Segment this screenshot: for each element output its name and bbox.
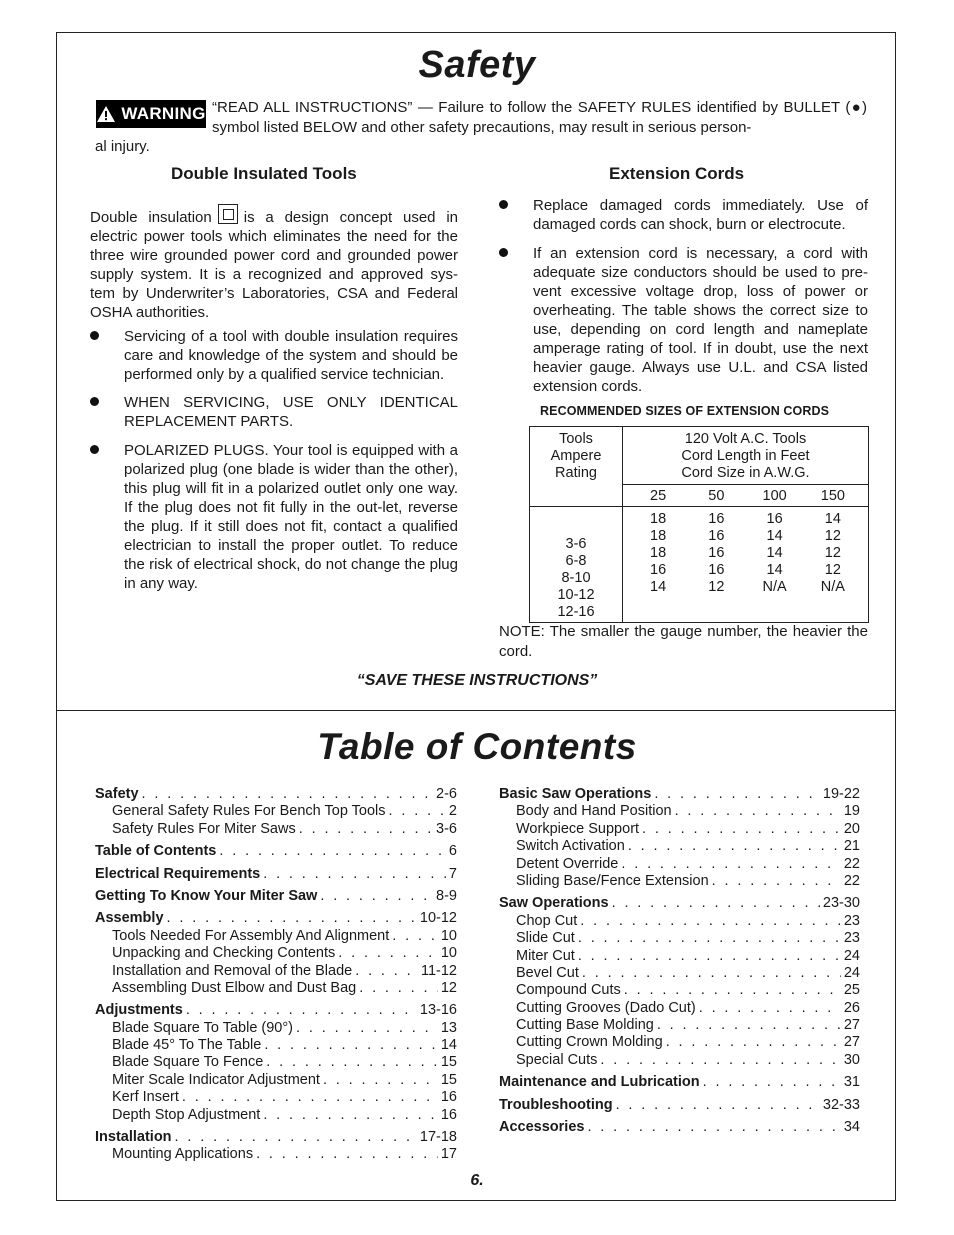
toc-entry-label: Getting To Know Your Miter Saw	[95, 887, 318, 904]
double-insulation-intro	[90, 204, 458, 322]
toc-dot-leader	[628, 838, 841, 855]
toc-entry[interactable]	[499, 856, 860, 873]
gauge-value: 16	[650, 562, 667, 578]
amp-values	[530, 507, 623, 623]
toc-entry[interactable]	[499, 1000, 860, 1017]
toc-entry-label: Blade 45° To The Table	[112, 1037, 262, 1054]
toc-entry[interactable]	[499, 913, 860, 930]
toc-entry-label: Mounting Applications	[112, 1146, 254, 1163]
toc-entry[interactable]	[95, 786, 457, 803]
toc-dot-leader	[654, 786, 820, 803]
toc-entry[interactable]	[499, 873, 860, 890]
toc-entry-page: 10-12	[419, 910, 457, 927]
toc-entry[interactable]	[499, 1052, 860, 1069]
toc-entry[interactable]	[95, 945, 457, 962]
toc-entry-label: Blade Square To Fence	[112, 1054, 264, 1071]
toc-dot-leader	[657, 1017, 841, 1034]
gauge-value: 16	[708, 562, 725, 578]
toc-entry-page: 22	[843, 872, 860, 889]
toc-entry-label: Switch Activation	[516, 838, 625, 855]
extension-cords-bullet-2: If an extension cord is necessary, a cord with adequate size conductors should be used to pre-vent excessive voltage drop, loss of power or overheating. The table shows the correct size to use, depending on cord length and nameplate amperage rating of tool. If in doubt, use the next heavier gauge. Always use U.L. and CSA listed extension cords.	[533, 245, 868, 395]
bullet-icon	[90, 445, 99, 454]
toc-entry-label: Bevel Cut	[516, 964, 579, 981]
amp-header-line: Rating	[555, 465, 597, 481]
toc-entry[interactable]	[95, 803, 457, 820]
toc-dot-leader	[600, 1052, 840, 1069]
toc-entry[interactable]	[499, 1119, 860, 1136]
toc-entry-label: Miter Scale Indicator Adjustment	[112, 1071, 320, 1088]
toc-entry-page: 23-30	[822, 895, 860, 912]
toc-entry[interactable]	[499, 786, 860, 803]
gauge-value: N/A	[762, 579, 787, 595]
amp-value: 8-10	[561, 570, 591, 586]
double-insulated-heading: Double Insulated Tools	[171, 164, 357, 183]
toc-entry-page: 32-33	[822, 1096, 860, 1113]
toc-entry-label: Troubleshooting	[499, 1096, 613, 1113]
toc-entry[interactable]	[499, 895, 860, 912]
save-instructions: “SAVE THESE INSTRUCTIONS”	[356, 672, 598, 689]
gauge-value: N/A	[820, 579, 845, 595]
cord-header-line: Cord Length in Feet	[681, 448, 810, 464]
toc-dot-leader	[582, 965, 841, 982]
length-header: 100	[762, 488, 787, 504]
toc-entry[interactable]	[499, 1034, 860, 1051]
toc-entry-page: 17	[440, 1146, 457, 1163]
cord-header-line: Cord Size in A.W.G.	[681, 465, 810, 481]
toc-entry-page: 11-12	[420, 962, 457, 979]
toc-entry-label: General Safety Rules For Bench Top Tools	[112, 803, 386, 820]
toc-entry-page: 23	[843, 912, 860, 929]
gauge-value: 16	[708, 545, 725, 561]
extension-cords-heading: Extension Cords	[609, 164, 745, 183]
toc-entry[interactable]	[95, 1020, 457, 1037]
toc-entry-page: 8-9	[436, 887, 457, 904]
toc-entry-label: Cutting Grooves (Dado Cut)	[516, 999, 696, 1016]
toc-entry-label: Installation and Removal of the Blade	[112, 962, 353, 979]
bullet-icon	[499, 248, 508, 257]
gauge-value: 14	[824, 511, 841, 527]
toc-dot-leader	[299, 821, 433, 838]
toc-entry-label: Special Cuts	[516, 1051, 598, 1068]
toc-entry-label: Tools Needed For Assembly And Alignment	[112, 927, 390, 944]
toc-dot-leader	[612, 895, 820, 912]
toc-entry-page: 13-16	[419, 1002, 457, 1019]
toc-entry-label: Assembling Dust Elbow and Dust Bag	[112, 979, 357, 996]
length-header: 50	[708, 488, 725, 504]
extension-cords-bullet-1: Replace damaged cords immediately. Use of damaged cords can shock, burn or electrocute.	[533, 197, 868, 233]
toc-dot-leader	[320, 888, 433, 905]
toc-entry[interactable]	[499, 948, 860, 965]
toc-entry-label: Miter Cut	[516, 947, 575, 964]
toc-entry-label: Saw Operations	[499, 895, 609, 912]
toc-entry[interactable]	[95, 888, 457, 905]
gauge-value: 18	[650, 545, 667, 561]
toc-entry-page: 22	[843, 855, 860, 872]
toc-entry-label: Basic Saw Operations	[499, 786, 652, 802]
toc-dot-leader	[266, 1054, 438, 1071]
warning-label: WARNING	[121, 104, 206, 123]
page-number: 6.	[470, 1172, 484, 1189]
toc-entry-label: Cutting Base Molding	[516, 1017, 654, 1034]
toc-entry-page: 25	[843, 982, 860, 999]
toc-entry-label: Unpacking and Checking Contents	[112, 945, 336, 962]
toc-entry[interactable]	[95, 1146, 457, 1163]
toc-entry-page: 27	[843, 1017, 860, 1034]
gauge-value: 12	[824, 528, 841, 544]
amp-value: 12-16	[557, 604, 595, 620]
toc-dot-leader	[703, 1074, 841, 1091]
toc-dot-leader	[263, 1107, 438, 1124]
toc-entry-label: Body and Hand Position	[516, 803, 672, 820]
toc-dot-leader	[142, 786, 434, 803]
toc-dot-leader	[338, 945, 438, 962]
amp-value: 3-6	[565, 536, 587, 552]
toc-entry-page: 2	[448, 803, 457, 820]
toc-entry[interactable]	[499, 1097, 860, 1114]
toc-dot-leader	[621, 856, 841, 873]
toc-entry-page: 20	[843, 820, 860, 837]
toc-dot-leader	[580, 913, 841, 930]
gauge-value: 18	[650, 511, 667, 527]
toc-entry-label: Compound Cuts	[516, 982, 621, 999]
toc-entry-page: 30	[843, 1051, 860, 1068]
toc-dot-leader	[666, 1034, 841, 1051]
amp-header-line: Tools	[559, 431, 593, 447]
toc-entry[interactable]	[499, 1017, 860, 1034]
toc-dot-leader	[699, 1000, 841, 1017]
warning-text-continued: al injury.	[95, 138, 150, 155]
toc-entry-page: 21	[843, 838, 860, 855]
amp-value: 10-12	[557, 587, 595, 603]
toc-dot-leader	[616, 1097, 820, 1114]
toc-dot-leader	[712, 873, 841, 890]
toc-entry-page: 7	[448, 865, 457, 882]
amp-header-line: Ampere	[550, 448, 602, 464]
toc-entry[interactable]	[499, 982, 860, 999]
toc-entry[interactable]	[95, 821, 457, 838]
gauge-value: 12	[824, 562, 841, 578]
toc-entry-page: 10	[440, 927, 457, 944]
intro-text-a: Double insulation	[90, 209, 212, 226]
gauge-value: 14	[650, 579, 667, 595]
bullet-icon	[90, 397, 99, 406]
length-header: 150	[820, 488, 845, 504]
gauge-value: 16	[766, 511, 783, 527]
amp-header	[530, 427, 623, 507]
toc-entry-page: 16	[440, 1106, 457, 1123]
toc-entry[interactable]	[95, 980, 457, 997]
gauge-value: 14	[766, 528, 783, 544]
section-divider	[56, 710, 896, 711]
toc-dot-leader	[219, 843, 446, 860]
toc-entry-label: Installation	[95, 1129, 172, 1146]
double-insulation-symbol-icon	[218, 204, 238, 224]
toc-dot-leader	[587, 1119, 840, 1136]
toc-dot-leader	[264, 1037, 438, 1054]
toc-entry-label: Slide Cut	[516, 930, 575, 947]
toc-dot-leader	[256, 1146, 438, 1163]
toc-entry-label: Sliding Base/Fence Extension	[516, 872, 709, 889]
toc-entry-label: Cutting Crown Molding	[516, 1034, 663, 1051]
length-header-row	[623, 485, 869, 507]
double-insulated-bullet-3: POLARIZED PLUGS. Your tool is equipped with a polarized plug (one blade is wider than the other), this plug will fit in a polarized outlet only one way. If the plug does not fit fully in the out-let, reverse the plug. If it still does not fit, contact a qualified electrician to install the proper outlet. To reduce the risk of electrical shock, do not change the plug in any way.	[124, 442, 458, 592]
gauge-values	[623, 507, 869, 623]
toc-entry-label: Adjustments	[95, 1002, 183, 1019]
toc-entry[interactable]	[499, 1074, 860, 1091]
toc-entry-page: 10	[440, 945, 457, 962]
toc-entry-page: 23	[843, 930, 860, 947]
amp-value: 6-8	[565, 553, 587, 569]
toc-dot-leader	[167, 910, 417, 927]
cord-size-header	[623, 427, 869, 485]
toc-entry-page: 2-6	[436, 786, 457, 802]
toc-entry-page: 34	[843, 1119, 860, 1136]
toc-dot-leader	[182, 1089, 438, 1106]
toc-entry-label: Depth Stop Adjustment	[112, 1106, 261, 1123]
gauge-note: NOTE: The smaller the gauge number, the heavier the cord.	[499, 623, 868, 660]
gauge-value: 14	[766, 562, 783, 578]
toc-entry-label: Detent Override	[516, 855, 619, 872]
gauge-value: 12	[824, 545, 841, 561]
double-insulated-bullet-1: Servicing of a tool with double insulation requires care and knowledge of the system and should be performed only by a qualified service technician.	[124, 328, 458, 383]
toc-entry-page: 24	[843, 947, 860, 964]
toc-entry-label: Kerf Insert	[112, 1089, 179, 1106]
toc-entry[interactable]	[95, 843, 457, 860]
toc-entry[interactable]	[499, 965, 860, 982]
toc-dot-leader	[323, 1072, 438, 1089]
toc-entry-label: Accessories	[499, 1119, 585, 1136]
toc-entry-label: Maintenance and Lubrication	[499, 1074, 700, 1091]
toc-dot-leader	[578, 930, 841, 947]
toc-entry[interactable]	[95, 928, 457, 945]
toc-entry[interactable]	[95, 866, 457, 883]
toc-entry[interactable]	[499, 838, 860, 855]
warning-badge	[96, 100, 206, 128]
toc-entry[interactable]	[499, 930, 860, 947]
toc-entry[interactable]	[95, 1107, 457, 1124]
toc-entry-page: 19	[843, 803, 860, 820]
toc-entry-page: 6	[448, 843, 457, 860]
toc-entry[interactable]	[95, 1054, 457, 1071]
toc-entry[interactable]	[95, 910, 457, 927]
double-insulated-bullet-2: WHEN SERVICING, USE ONLY IDENTICAL REPLACEMENT PARTS.	[124, 394, 458, 430]
toc-entry-page: 3-6	[436, 820, 457, 837]
cord-header-line: 120 Volt A.C. Tools	[684, 431, 807, 447]
length-header: 25	[650, 488, 667, 504]
toc-dot-leader	[642, 821, 841, 838]
toc-dot-leader	[359, 980, 438, 997]
toc-entry-label: Assembly	[95, 910, 164, 927]
toc-entry[interactable]	[499, 803, 860, 820]
toc-entry-page: 13	[440, 1019, 457, 1036]
warning-text: “READ ALL INSTRUCTIONS” — Failure to follow the SAFETY RULES identified by BULLET (●) symbol listed BELOW and other safety precautions, may result in serious person-	[212, 99, 867, 136]
toc-entry-page: 19-22	[822, 786, 860, 802]
toc-entry[interactable]	[95, 1037, 457, 1054]
toc-entry-label: Blade Square To Table (90°)	[112, 1019, 293, 1036]
toc-entry-page: 26	[843, 999, 860, 1016]
toc-right-column	[499, 786, 860, 1136]
toc-dot-leader	[624, 982, 841, 999]
toc-entry-page: 27	[843, 1034, 860, 1051]
toc-entry-label: Electrical Requirements	[95, 865, 261, 882]
toc-entry[interactable]	[95, 963, 457, 980]
cord-table-title: RECOMMENDED SIZES OF EXTENSION CORDS	[540, 404, 830, 418]
toc-entry[interactable]	[95, 1072, 457, 1089]
toc-entry-page: 15	[440, 1054, 457, 1071]
gauge-value: 18	[650, 528, 667, 544]
toc-entry[interactable]	[95, 1089, 457, 1106]
bullet-icon	[499, 200, 508, 209]
toc-dot-leader	[355, 963, 418, 980]
toc-entry-page: 17-18	[419, 1129, 457, 1146]
toc-dot-leader	[175, 1129, 417, 1146]
warning-triangle-icon	[96, 105, 116, 123]
gauge-value: 16	[708, 511, 725, 527]
extension-cord-table	[529, 426, 869, 623]
toc-dot-leader	[296, 1020, 438, 1037]
intro-text-b: is a design concept used in electric power tools which eliminates the need for the three wire grounded power cord and grounded power supply system. It is a recognized and approved sys-tem by Underwriter’s Laboratories, CSA and Federal OSHA authorities.	[90, 209, 459, 321]
toc-entry-page: 12	[440, 979, 457, 996]
toc-entry-label: Workpiece Support	[516, 820, 640, 837]
safety-title: Safety	[418, 44, 536, 86]
toc-dot-leader	[675, 803, 841, 820]
toc-entry-label: Safety	[95, 786, 139, 802]
toc-entry-page: 24	[843, 964, 860, 981]
toc-title: Table of Contents	[317, 726, 637, 767]
toc-entry[interactable]	[95, 1002, 457, 1019]
gauge-value: 16	[708, 528, 725, 544]
toc-dot-leader	[263, 866, 446, 883]
gauge-value: 14	[766, 545, 783, 561]
toc-entry[interactable]	[499, 821, 860, 838]
gauge-value: 12	[708, 579, 725, 595]
toc-entry-label: Table of Contents	[95, 843, 217, 860]
toc-dot-leader	[186, 1002, 417, 1019]
toc-dot-leader	[392, 928, 438, 945]
toc-entry-page: 14	[440, 1037, 457, 1054]
toc-entry-page: 15	[440, 1071, 457, 1088]
toc-entry-page: 16	[440, 1089, 457, 1106]
toc-entry-page: 31	[843, 1074, 860, 1091]
toc-entry[interactable]	[95, 1129, 457, 1146]
toc-dot-leader	[578, 948, 841, 965]
bullet-icon	[90, 331, 99, 340]
toc-left-column	[95, 786, 457, 1164]
toc-entry-label: Chop Cut	[516, 912, 578, 929]
toc-entry-label: Safety Rules For Miter Saws	[112, 820, 296, 837]
toc-dot-leader	[389, 803, 446, 820]
